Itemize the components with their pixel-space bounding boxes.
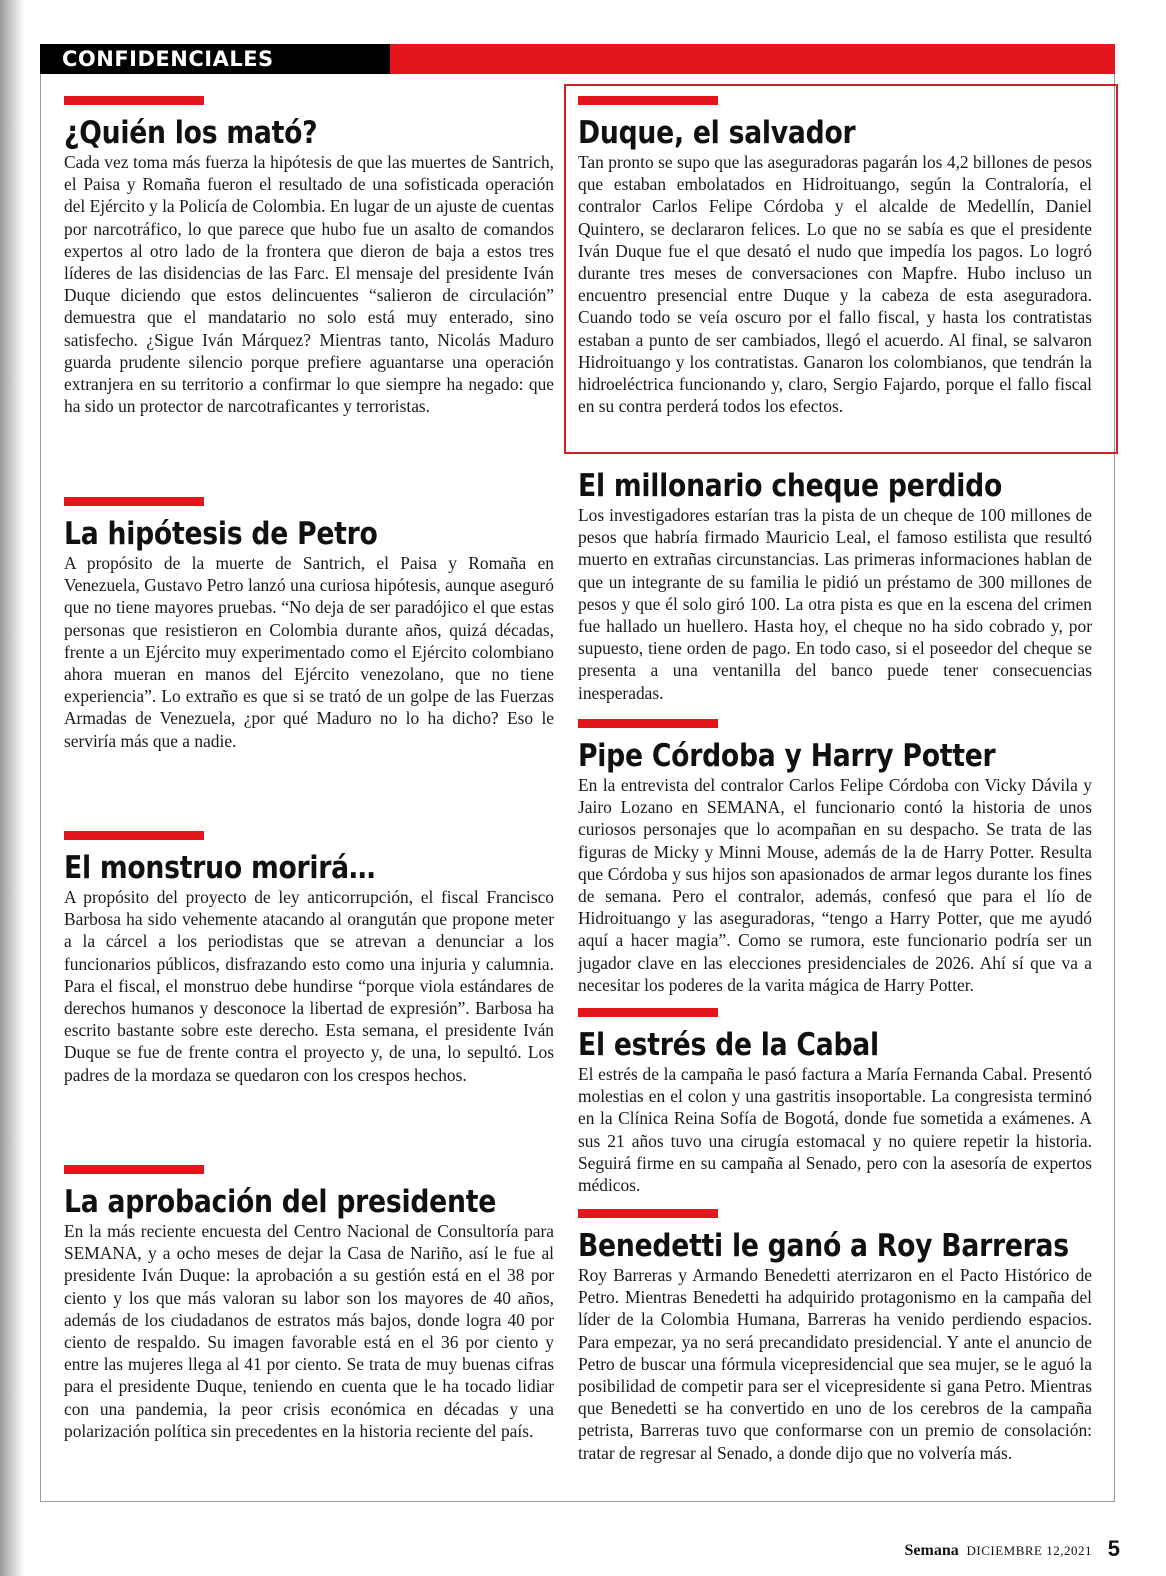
footer-magazine-name: Semana bbox=[904, 1542, 959, 1559]
article-body: Roy Barreras y Armando Benedetti aterrizaron en el Pacto Histórico de Petro. Mientras Benedetti ha adquirido protagonismo en la campaña del líder de la Colombia Humana, Barreras ha venido perdiendo espacios. Para empezar, ya no será precandidato presidencial. Y ante el anuncio de Petro de buscar una fórmula vicepresidencial que sea mujer, se le aguó la posibilidad de competir para ser el vicepresidente si gana Petro. Mientras que Benedetti se ha convertido en uno de los cerebros de la campaña petrista, Barreras tuvo que conformarse con un premio de consolación: tratar de regresar al Senado, a donde dijo que no volvería más. bbox=[578, 1265, 1092, 1463]
article-body: En la entrevista del contralor Carlos Felipe Córdoba con Vicky Dávila y Jairo Lozano en SEMANA, el funcionario contó la historia de unos curiosos personajes que lo acompañan en su despacho. Se trata de las figuras de Micky y Minni Mouse, además de la de Harry Potter. Resulta que Córdoba y sus hijos son apasionados de armar legos durante los fines de semana. Pero el contralor, además, confesó que para el lío de Hidroituango y las aseguradoras, “tengo a Harry Potter, que me ayudó aquí a hacer magia”. Como se rumora, este funcionario podría ser un jugador clave en las elecciones presidenciales de 2026. Ahí sí que va a necesitar los poderes de la varita mágica de Harry Potter. bbox=[578, 775, 1092, 995]
page-footer bbox=[904, 1536, 1120, 1561]
footer-date: DICIEMBRE 12,2021 bbox=[966, 1543, 1092, 1558]
article-title: Benedetti le ganó a Roy Barreras bbox=[578, 1228, 1069, 1264]
article-body: En la más reciente encuesta del Centro Nacional de Consultoría para SEMANA, y a ocho meses de dejar la Casa de Nariño, así le fue al presidente Iván Duque: la aprobación a su gestión está en el 38 por ciento y los que más valoran su labor son los mayores de 40 años, además de los ciudadanos de estratos más bajos, donde logra 40 por ciento de respaldo. Su imagen favorable está en el 36 por ciento y entre las mujeres llega al 41 por ciento. Se trata de muy buenas cifras para el presidente Duque, teniendo en cuenta que le ha tocado lidiar con una pandemia, la peor crisis económica en décadas y una polarización política sin precedentes en la historia reciente del país. bbox=[64, 1221, 554, 1441]
article-millonario-cheque-perdido bbox=[578, 468, 1092, 704]
article-duque-el-salvador bbox=[578, 96, 1092, 417]
article-estres-de-la-cabal bbox=[578, 1008, 1092, 1196]
article-el-monstruo-morira bbox=[64, 831, 554, 1086]
article-quien-los-mato bbox=[64, 96, 554, 417]
article-body: El estrés de la campaña le pasó factura a María Fernanda Cabal. Presentó molestias en el colon y una gastritis insoportable. La congresista terminó en la Clínica Reina Sofía de Bogotá, donde fue sometida a exámenes. A sus 21 años tuvo una cirugía estomacal y no quiere repetir la historia. Seguirá firme en su campaña al Senado, pero con la asesoría de expertos médicos. bbox=[578, 1064, 1092, 1196]
footer-page-number: 5 bbox=[1107, 1536, 1120, 1561]
article-accent-bar bbox=[578, 1209, 718, 1218]
article-accent-bar bbox=[578, 719, 718, 728]
article-hipotesis-de-petro bbox=[64, 497, 554, 752]
article-body: Los investigadores estarían tras la pista de un cheque de 100 millones de pesos que habría firmado Mauricio Leal, el famoso estilista que resultó muerto en extrañas circunstancias. Las primeras informaciones hablan de que un integrante de su familia le pidió un préstamo de 300 millones de pesos y que él solo giró 100. La otra pista es que en la escena del crimen fue hallado un huellero. Hasta hoy, el cheque no ha sido cobrado y, por supuesto, tiene orden de pago. En todo caso, si el poseedor del cheque se presenta a una ventanilla del banco puede tener consecuencias inesperadas. bbox=[578, 505, 1092, 703]
article-body: Cada vez toma más fuerza la hipótesis de que las muertes de Santrich, el Paisa y Romaña fueron el resultado de una sofisticada operación del Ejército y la Policía de Colombia. En lugar de un ajuste de cuentas por narcotráfico, lo que parece que hubo fue un asalto de comandos expertos al otro lado de la frontera que dieron de baja a estos tres líderes de las disidencias de las Farc. El mensaje del presidente Iván Duque diciendo que estos delincuentes “salieron de circulación” demuestra que el mandatario no solo está muy enterado, sino satisfecho. ¿Sigue Iván Márquez? Mientras tanto, Nicolás Maduro guarda prudente silencio porque prefiere aguantarse una operación extranjera en su territorio a confirmar lo que siempre ha negado: que ha sido un protector de narcotraficantes y terroristas. bbox=[64, 152, 554, 417]
article-aprobacion-del-presidente bbox=[64, 1165, 554, 1442]
article-title: ¿Quién los mató? bbox=[64, 115, 318, 151]
section-title: CONFIDENCIALES bbox=[40, 44, 390, 74]
article-body: A propósito de la muerte de Santrich, el Paisa y Romaña en Venezuela, Gustavo Petro lanzó una curiosa hipótesis, aunque aseguró que no tiene mayores pruebas. “No deja de ser paradójico el que estas personas que resistieron en Colombia durante años, quizá décadas, frente a un Ejército muy experimentado como el Ejército colombiano ahora mueran en manos del Ejército venezolano, que no tiene experiencia”. Lo extraño es que si se trató de un golpe de las Fuerzas Armadas de Venezuela, ¿por qué Maduro no lo ha dicho? Eso le serviría más que a nadie. bbox=[64, 553, 554, 751]
article-body: A propósito del proyecto de ley anticorrupción, el fiscal Francisco Barbosa ha sido vehemente atacando al orangután que propone meter a la cárcel a los periodistas que se atrevan a denunciar a los funcionarios públicos, disfrazando esto como una injuria y calumnia. Para el fiscal, el monstruo debe hundirse “porque viola estándares de derechos humanos y desconoce la libertad de expresión”. Barbosa ha escrito bastante sobre este derecho. Esta semana, el presidente Iván Duque se fue de frente contra el proyecto y, de una, lo sepultó. Los padres de la mordaza se quedaron con los crespos hechos. bbox=[64, 887, 554, 1085]
article-title: La hipótesis de Petro bbox=[64, 516, 378, 552]
article-accent-bar bbox=[64, 831, 204, 840]
article-title: La aprobación del presidente bbox=[64, 1184, 497, 1220]
article-accent-bar bbox=[578, 1008, 718, 1017]
article-accent-bar bbox=[64, 1165, 204, 1174]
article-title: Duque, el salvador bbox=[578, 115, 856, 151]
article-accent-bar bbox=[578, 96, 718, 105]
article-title: El estrés de la Cabal bbox=[578, 1027, 879, 1063]
article-accent-bar bbox=[64, 96, 204, 105]
article-accent-bar bbox=[64, 497, 204, 506]
page-gutter-shadow bbox=[0, 0, 24, 1576]
article-benedetti-roy-barreras bbox=[578, 1209, 1092, 1464]
article-title: El monstruo morirá… bbox=[64, 850, 376, 886]
article-body: Tan pronto se supo que las aseguradoras pagarán los 4,2 billones de pesos que estaban embolatados en Hidroituango, según la Contraloría, el contralor Carlos Felipe Córdoba y el alcalde de Medellín, Daniel Quintero, se declararon felices. Lo que no se sabía es que el presidente Iván Duque fue el que desató el nudo que impedía los pagos. Lo logró durante tres meses de conversaciones con Mapfre. Hubo incluso un encuentro presencial entre Duque y la cabeza de esta aseguradora. Cuando todo se veía oscuro por el fallo fiscal, y hasta los contratistas estaban a punto de ser cambiados, llegó el acuerdo. Al final, se salvaron Hidroituango y los contratistas. Ganaron los colombianos, que tendrán la hidroeléctrica funcionando y, claro, Sergio Fajardo, porque el fallo fiscal en su contra perderá todos los efectos. bbox=[578, 152, 1092, 417]
article-title: Pipe Córdoba y Harry Potter bbox=[578, 738, 996, 774]
article-pipe-cordoba-harry-potter bbox=[578, 719, 1092, 996]
article-title: El millonario cheque perdido bbox=[578, 468, 1003, 504]
